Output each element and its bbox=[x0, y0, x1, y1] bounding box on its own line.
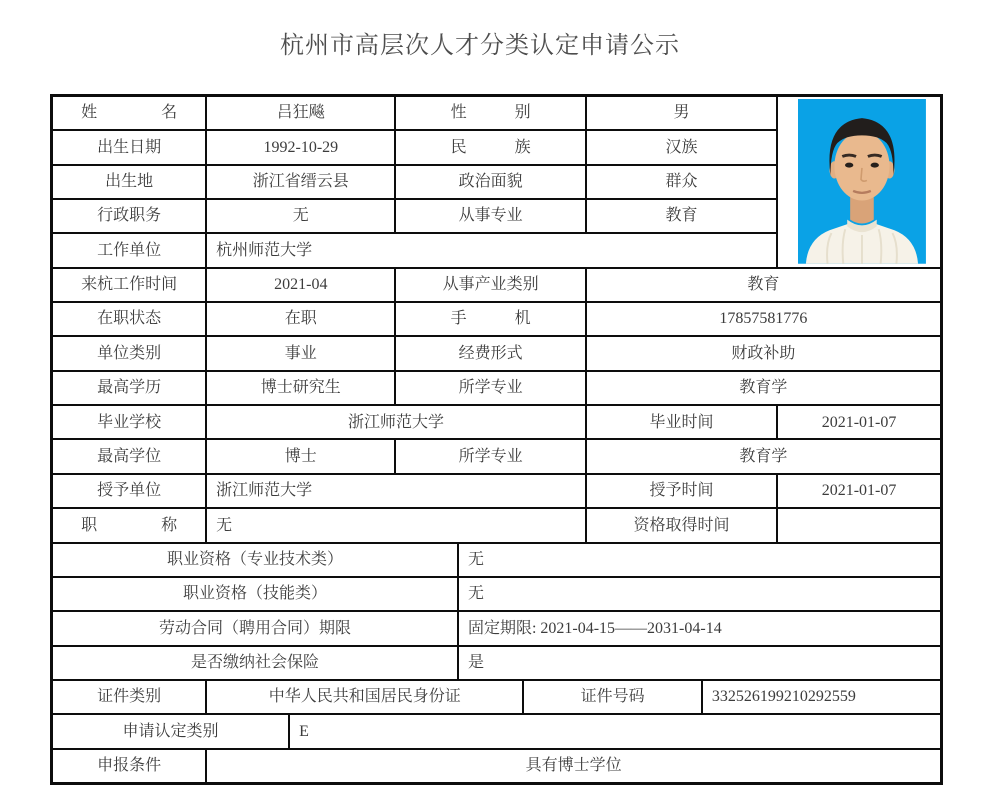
field-id-type-value: 中华人民共和国居民身份证 bbox=[207, 681, 522, 713]
field-job-title-label: 职 称 bbox=[53, 509, 205, 541]
field-name-value: 吕狂飚 bbox=[207, 97, 394, 129]
field-employment-status-label: 在职状态 bbox=[53, 303, 205, 335]
field-job-title-value: 无 bbox=[207, 509, 585, 541]
field-unit-type-label: 单位类别 bbox=[53, 337, 205, 369]
field-work-unit-label: 工作单位 bbox=[53, 234, 205, 266]
field-gender-value: 男 bbox=[587, 97, 776, 129]
field-political-status-label: 政治面貌 bbox=[396, 166, 584, 198]
field-prof-qualification-value: 无 bbox=[459, 544, 940, 576]
field-degree-unit-label: 授予单位 bbox=[53, 475, 205, 507]
field-degree-major-label: 所学专业 bbox=[396, 440, 584, 472]
field-highest-education-label: 最高学历 bbox=[53, 372, 205, 404]
field-degree-major-value: 教育学 bbox=[587, 440, 940, 472]
field-apply-category-value: E bbox=[290, 715, 940, 747]
field-education-major-value: 教育学 bbox=[587, 372, 940, 404]
field-contract-period-label: 劳动合同（聘用合同）期限 bbox=[53, 612, 457, 644]
id-photo-image bbox=[798, 99, 926, 264]
field-highest-degree-label: 最高学位 bbox=[53, 440, 205, 472]
field-apply-category-label: 申请认定类别 bbox=[53, 715, 288, 747]
applicant-photo bbox=[778, 97, 940, 267]
field-admin-duty-value: 无 bbox=[207, 200, 394, 232]
field-graduate-school-value: 浙江师范大学 bbox=[207, 406, 585, 438]
field-id-number-value: 332526199210292559 bbox=[703, 681, 940, 713]
field-degree-unit-value: 浙江师范大学 bbox=[207, 475, 585, 507]
field-contract-period-value: 固定期限: 2021-04-15——2031-04-14 bbox=[459, 612, 940, 644]
field-id-number-label: 证件号码 bbox=[524, 681, 701, 713]
field-graduation-time-value: 2021-01-07 bbox=[778, 406, 940, 438]
field-funding-type-value: 财政补助 bbox=[587, 337, 940, 369]
field-apply-condition-value: 具有博士学位 bbox=[207, 750, 940, 782]
field-degree-time-value: 2021-01-07 bbox=[778, 475, 940, 507]
field-skill-qualification-label: 职业资格（技能类） bbox=[53, 578, 457, 610]
field-graduation-time-label: 毕业时间 bbox=[587, 406, 776, 438]
field-funding-type-label: 经费形式 bbox=[396, 337, 584, 369]
talent-application-table bbox=[50, 94, 943, 785]
field-qualification-time-label: 资格取得时间 bbox=[587, 509, 776, 541]
field-birth-date-label: 出生日期 bbox=[53, 131, 205, 163]
field-unit-type-value: 事业 bbox=[207, 337, 394, 369]
field-ethnicity-label: 民 族 bbox=[396, 131, 584, 163]
field-birth-date-value: 1992-10-29 bbox=[207, 131, 394, 163]
field-gender-label: 性 别 bbox=[396, 97, 584, 129]
field-id-type-label: 证件类别 bbox=[53, 681, 205, 713]
field-mobile-value: 17857581776 bbox=[587, 303, 940, 335]
field-degree-time-label: 授予时间 bbox=[587, 475, 776, 507]
field-prof-qualification-label: 职业资格（专业技术类） bbox=[53, 544, 457, 576]
field-highest-degree-value: 博士 bbox=[207, 440, 394, 472]
field-social-insurance-label: 是否缴纳社会保险 bbox=[53, 647, 457, 679]
field-name-label: 姓 名 bbox=[53, 97, 205, 129]
field-arrival-time-label: 来杭工作时间 bbox=[53, 269, 205, 301]
field-birth-place-value: 浙江省缙云县 bbox=[207, 166, 394, 198]
page-title: 杭州市高层次人才分类认定申请公示 bbox=[280, 33, 680, 59]
field-profession-label: 从事专业 bbox=[396, 200, 584, 232]
field-ethnicity-value: 汉族 bbox=[587, 131, 776, 163]
field-profession-value: 教育 bbox=[587, 200, 776, 232]
field-graduate-school-label: 毕业学校 bbox=[53, 406, 205, 438]
field-arrival-time-value: 2021-04 bbox=[207, 269, 394, 301]
field-political-status-value: 群众 bbox=[587, 166, 776, 198]
field-apply-condition-label: 申报条件 bbox=[53, 750, 205, 782]
field-industry-category-label: 从事产业类别 bbox=[396, 269, 584, 301]
field-education-major-label: 所学专业 bbox=[396, 372, 584, 404]
field-qualification-time-value bbox=[778, 509, 940, 541]
field-work-unit-value: 杭州师范大学 bbox=[207, 234, 776, 266]
field-mobile-label: 手 机 bbox=[396, 303, 584, 335]
field-birth-place-label: 出生地 bbox=[53, 166, 205, 198]
field-admin-duty-label: 行政职务 bbox=[53, 200, 205, 232]
field-social-insurance-value: 是 bbox=[459, 647, 940, 679]
field-employment-status-value: 在职 bbox=[207, 303, 394, 335]
field-industry-category-value: 教育 bbox=[587, 269, 940, 301]
field-skill-qualification-value: 无 bbox=[459, 578, 940, 610]
field-highest-education-value: 博士研究生 bbox=[207, 372, 394, 404]
